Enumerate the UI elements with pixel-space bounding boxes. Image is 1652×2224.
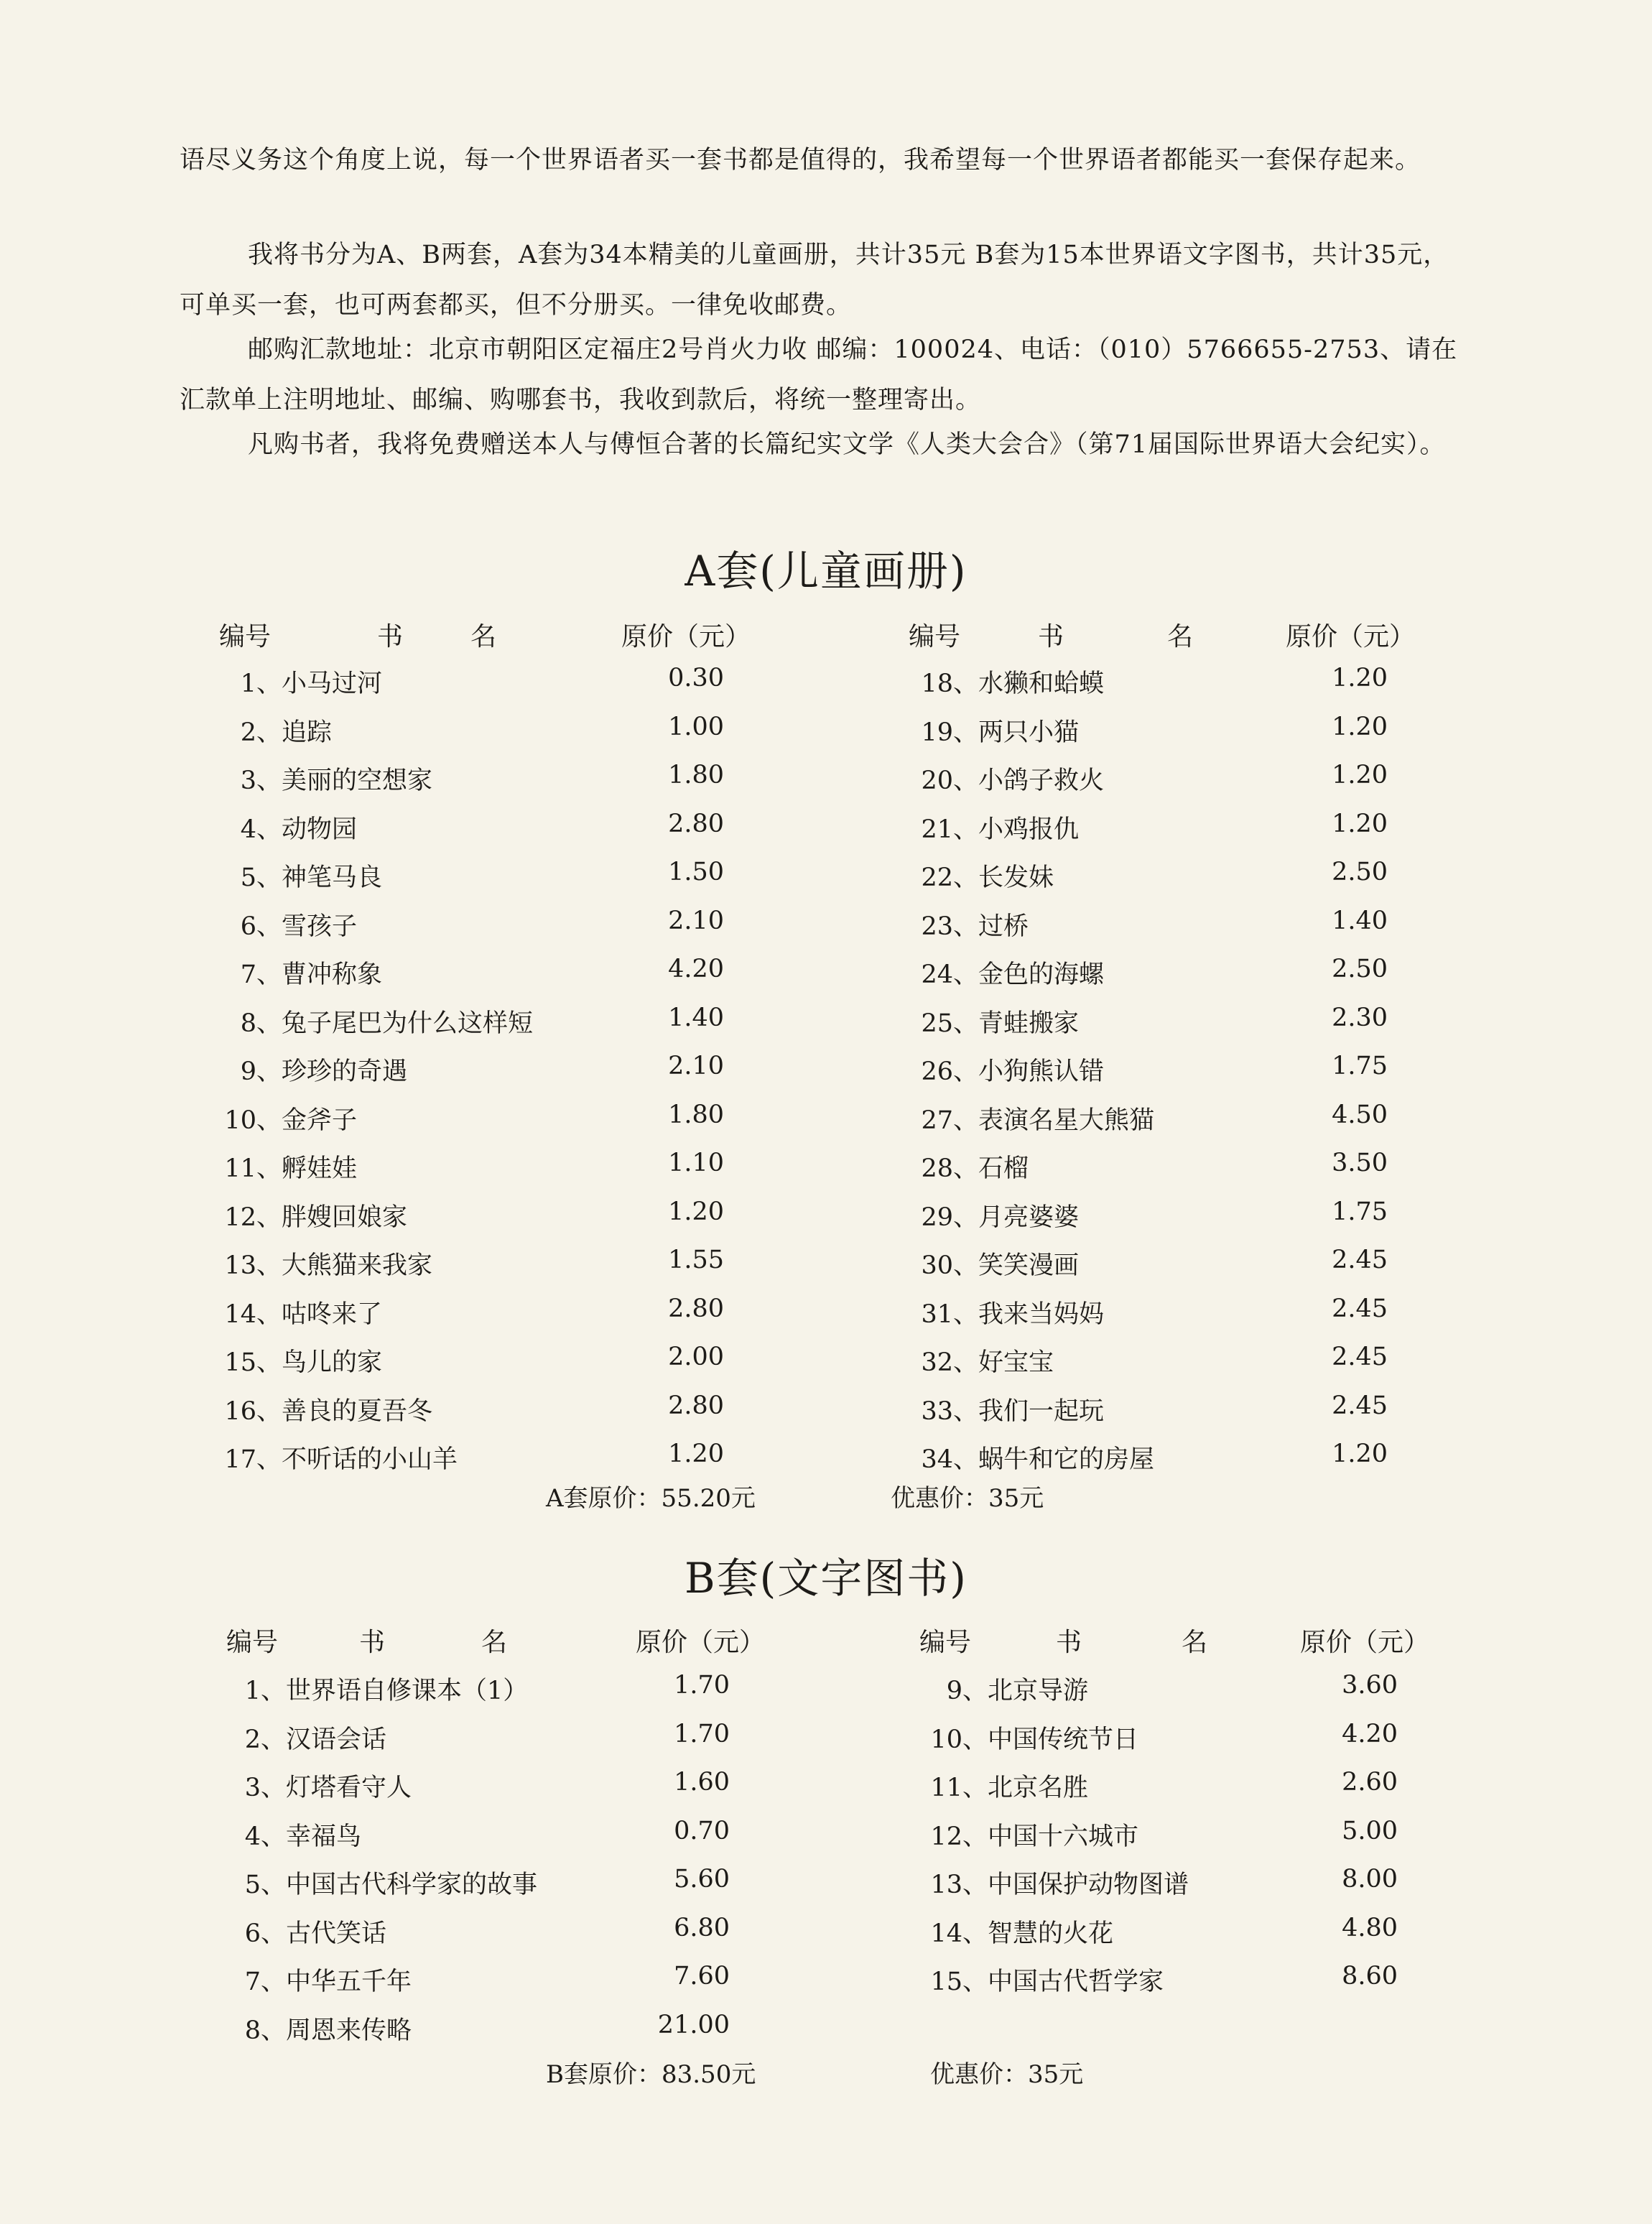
set-a-item-price: 2.10 [668,1052,724,1080]
set-a-item-number: 10、 [224,1106,282,1135]
set-a-item-name: 不听话的小山羊 [282,1445,458,1474]
set-a-item-number: 5、 [240,863,282,892]
set-a-item-price: 1.20 [1332,1440,1388,1468]
set-a-item-price: 2.00 [668,1343,724,1371]
set-a-header-no-right: 编号 [909,622,961,652]
set-a-item-price: 2.80 [668,1391,724,1420]
set-a-item-name: 表演名星大熊猫 [978,1106,1155,1135]
set-b-header-name-right-a: 书 [1056,1628,1082,1657]
set-b-item-name: 中华五千年 [286,1968,412,1996]
set-a-item-price: 1.55 [668,1246,724,1274]
set-a-header-name-right-b: 名 [1167,622,1194,652]
set-a-item-name: 珍珍的奇遇 [282,1057,408,1086]
set-a-item-price: 1.20 [1332,761,1388,789]
set-b-header-price-right: 原价（元） [1300,1628,1430,1657]
set-a-item-price: 1.80 [668,761,724,789]
intro-paragraph-3: 邮购汇款地址：北京市朝阳区定福庄2号肖火力收 邮编：100024、电话：（010）5766655-2753、请在汇款单上注明地址、邮编、购哪套书，我收到款后，将统一整理寄出。 [180,335,1458,414]
set-a-item-price: 1.20 [1332,712,1388,741]
set-a-item-name: 神笔马良 [282,863,383,892]
set-a-header-name-left-a: 书 [377,622,404,652]
set-a-item-price: 2.50 [1332,955,1388,983]
set-a-item-name: 过桥 [978,912,1029,941]
set-a-item-name: 动物园 [282,815,358,844]
set-a-item-number: 14、 [224,1299,282,1329]
set-b-item-number: 9、 [946,1677,988,1705]
set-a-item-number: 2、 [240,718,282,747]
set-a-item-number: 33、 [921,1396,978,1426]
set-b-item-name: 智慧的火花 [988,1919,1114,1948]
set-a-item-name: 大熊猫来我家 [282,1251,433,1280]
set-b-header-no-left: 编号 [226,1628,279,1657]
set-a-item-number: 20、 [921,766,978,795]
set-a-item-price: 2.10 [668,906,724,935]
set-a-item-price: 2.80 [668,809,724,838]
set-a-item-number: 7、 [240,960,282,989]
set-b-item-number: 14、 [930,1919,988,1948]
set-a-item-number: 6、 [240,912,282,941]
set-b-item-number: 11、 [930,1774,988,1802]
set-a-item-number: 22、 [921,863,978,892]
set-a-item-number: 11、 [224,1154,282,1183]
set-a-item-number: 25、 [921,1009,978,1038]
set-b-item-name: 中国古代哲学家 [988,1968,1164,1996]
set-b-item-price: 21.00 [657,2010,730,2039]
set-b-item-price: 5.00 [1342,1816,1398,1845]
set-a-item-price: 0.30 [668,664,724,692]
set-b-item-price: 8.00 [1342,1865,1398,1894]
set-a-header-price-left: 原价（元） [621,622,751,652]
set-a-item-price: 1.20 [668,1440,724,1468]
set-a-item-price: 1.75 [1332,1197,1388,1226]
set-a-item-number: 21、 [921,815,978,844]
intro-paragraph-4: 凡购书者，我将免费赠送本人与傅恒合著的长篇纪实文学《人类大会合》（第71届国际世界语大会纪实）。 [248,430,1446,459]
set-a-item-name: 小狗熊认错 [978,1057,1105,1086]
set-b-item-price: 2.60 [1342,1768,1398,1797]
set-a-item-number: 29、 [921,1203,978,1232]
set-a-item-price: 1.00 [668,712,724,741]
set-b-item-price: 0.70 [674,1816,730,1845]
set-a-item-number: 34、 [921,1445,978,1474]
set-a-item-price: 1.50 [668,858,724,886]
set-a-item-number: 31、 [921,1299,978,1329]
set-a-item-number: 1、 [240,669,282,698]
intro-paragraph-2: 我将书分为A、B两套，A套为34本精美的儿童画册，共计35元 B套为15本世界语文字图书，共计35元，可单买一套，也可两套都买，但不分册买。一律免收邮费。 [180,241,1449,320]
set-b-header-name-left-b: 名 [481,1628,508,1657]
set-a-item-name: 笑笑漫画 [978,1251,1080,1280]
set-b-item-number: 15、 [930,1968,988,1996]
set-b-item-price: 8.60 [1342,1962,1398,1991]
set-b-item-number: 4、 [244,1822,286,1851]
set-b-item-price: 4.80 [1342,1913,1398,1942]
set-a-discount-price: 优惠价：35元 [891,1484,1044,1513]
set-a-item-name: 胖嫂回娘家 [282,1203,408,1232]
set-b-header-no-right: 编号 [919,1628,972,1657]
set-b-item-name: 周恩来传略 [286,2016,412,2045]
set-a-item-name: 金斧子 [282,1106,358,1135]
set-a-item-name: 兔子尾巴为什么这样短 [282,1009,534,1038]
set-a-item-number: 12、 [224,1203,282,1232]
set-a-original-total: A套原价：55.20元 [546,1484,756,1513]
set-a-title: A套(儿童画册) [685,547,967,596]
set-a-item-number: 24、 [921,960,978,989]
set-b-original-total: B套原价：83.50元 [546,2060,756,2089]
set-a-item-name: 水獭和蛤蟆 [978,669,1105,698]
set-a-item-name: 雪孩子 [282,912,358,941]
set-b-item-number: 3、 [244,1774,286,1802]
set-b-item-name: 灯塔看守人 [286,1774,412,1802]
set-a-item-name: 鸟儿的家 [282,1348,383,1377]
set-a-item-name: 我们一起玩 [978,1396,1105,1426]
set-b-item-number: 2、 [244,1725,286,1754]
set-a-item-name: 月亮婆婆 [978,1203,1080,1232]
set-a-header-name-left-b: 名 [470,622,497,652]
set-a-item-price: 2.50 [1332,858,1388,886]
set-a-item-price: 4.20 [668,955,724,983]
set-a-item-price: 1.20 [1332,809,1388,838]
set-a-item-price: 2.80 [668,1294,724,1323]
set-a-item-number: 4、 [240,815,282,844]
set-b-item-number: 12、 [930,1822,988,1851]
set-a-item-price: 4.50 [1332,1100,1388,1129]
set-b-item-price: 1.70 [674,1671,730,1700]
set-b-item-name: 北京导游 [988,1677,1089,1705]
set-a-item-price: 2.30 [1332,1003,1388,1032]
set-a-item-number: 13、 [224,1251,282,1280]
set-b-item-name: 中国古代科学家的故事 [286,1871,538,1899]
set-b-item-number: 1、 [244,1677,286,1705]
set-a-item-price: 1.20 [668,1197,724,1226]
set-a-header-name-right-a: 书 [1038,622,1064,652]
set-a-item-name: 两只小猫 [978,718,1080,747]
set-a-item-price: 1.20 [1332,664,1388,692]
set-b-item-name: 北京名胜 [988,1774,1089,1802]
set-b-header-price-left: 原价（元） [636,1628,766,1657]
set-a-item-number: 8、 [240,1009,282,1038]
set-a-item-number: 16、 [224,1396,282,1426]
set-a-item-name: 小鸽子救火 [978,766,1105,795]
set-a-item-price: 1.40 [668,1003,724,1032]
set-a-item-number: 27、 [921,1106,978,1135]
set-a-item-name: 金色的海螺 [978,960,1105,989]
set-b-item-price: 5.60 [674,1865,730,1894]
set-a-item-number: 28、 [921,1154,978,1183]
set-a-item-price: 1.80 [668,1100,724,1129]
set-b-item-name: 中国十六城市 [988,1822,1139,1851]
set-a-item-name: 好宝宝 [978,1348,1054,1377]
set-a-item-name: 小马过河 [282,669,383,698]
set-b-item-name: 幸福鸟 [286,1822,362,1851]
set-a-item-price: 3.50 [1332,1149,1388,1177]
set-a-item-number: 3、 [240,766,282,795]
set-b-item-price: 1.70 [674,1719,730,1748]
set-b-item-price: 1.60 [674,1768,730,1797]
set-b-item-name: 汉语会话 [286,1725,387,1754]
set-a-item-price: 1.10 [668,1149,724,1177]
set-b-item-number: 13、 [930,1871,988,1899]
set-a-header-price-right: 原价（元） [1286,622,1416,652]
set-b-header-name-right-b: 名 [1182,1628,1208,1657]
set-b-header-name-left-a: 书 [359,1628,386,1657]
set-b-item-number: 6、 [244,1919,286,1948]
set-a-item-number: 32、 [921,1348,978,1377]
set-a-item-price: 2.45 [1332,1294,1388,1323]
set-a-item-name: 蜗牛和它的房屋 [978,1445,1155,1474]
set-a-item-number: 26、 [921,1057,978,1086]
set-b-item-price: 7.60 [674,1962,730,1991]
set-b-item-number: 10、 [930,1725,988,1754]
set-b-item-number: 7、 [244,1968,286,1996]
set-b-title: B套(文字图书) [685,1554,967,1603]
set-b-item-name: 世界语自修课本（1） [286,1677,529,1705]
set-a-item-number: 30、 [921,1251,978,1280]
set-b-item-name: 中国传统节日 [988,1725,1139,1754]
set-b-item-price: 4.20 [1342,1719,1398,1748]
set-a-item-name: 追踪 [282,718,333,747]
set-a-item-name: 石榴 [978,1154,1029,1183]
set-a-item-name: 孵娃娃 [282,1154,358,1183]
set-a-item-name: 曹冲称象 [282,960,383,989]
set-a-item-price: 2.45 [1332,1391,1388,1420]
set-b-discount-price: 优惠价：35元 [930,2060,1084,2089]
set-a-item-number: 23、 [921,912,978,941]
set-a-item-name: 小鸡报仇 [978,815,1080,844]
set-a-item-name: 咕咚来了 [282,1299,383,1329]
set-a-item-price: 1.40 [1332,906,1388,935]
set-b-item-number: 8、 [244,2016,286,2045]
set-b-item-name: 中国保护动物图谱 [988,1871,1189,1899]
set-a-item-name: 善良的夏吾冬 [282,1396,433,1426]
set-a-item-number: 9、 [240,1057,282,1086]
set-a-item-number: 15、 [224,1348,282,1377]
set-a-item-name: 青蛙搬家 [978,1009,1080,1038]
set-a-item-price: 2.45 [1332,1343,1388,1371]
intro-paragraph-1: 语尽义务这个角度上说，每一个世界语者买一套书都是值得的，我希望每一个世界语者都能买一套保存起来。 [180,146,1421,175]
set-a-header-no-left: 编号 [219,622,272,652]
set-a-item-name: 我来当妈妈 [978,1299,1105,1329]
set-a-item-number: 19、 [921,718,978,747]
set-a-item-price: 2.45 [1332,1246,1388,1274]
set-a-item-name: 美丽的空想家 [282,766,433,795]
set-a-item-number: 18、 [921,669,978,698]
set-b-item-name: 古代笑话 [286,1919,387,1948]
set-a-item-price: 1.75 [1332,1052,1388,1080]
set-a-item-name: 长发妹 [978,863,1054,892]
set-b-item-price: 3.60 [1342,1671,1398,1700]
set-b-item-number: 5、 [244,1871,286,1899]
set-b-item-price: 6.80 [674,1913,730,1942]
set-a-item-number: 17、 [224,1445,282,1474]
